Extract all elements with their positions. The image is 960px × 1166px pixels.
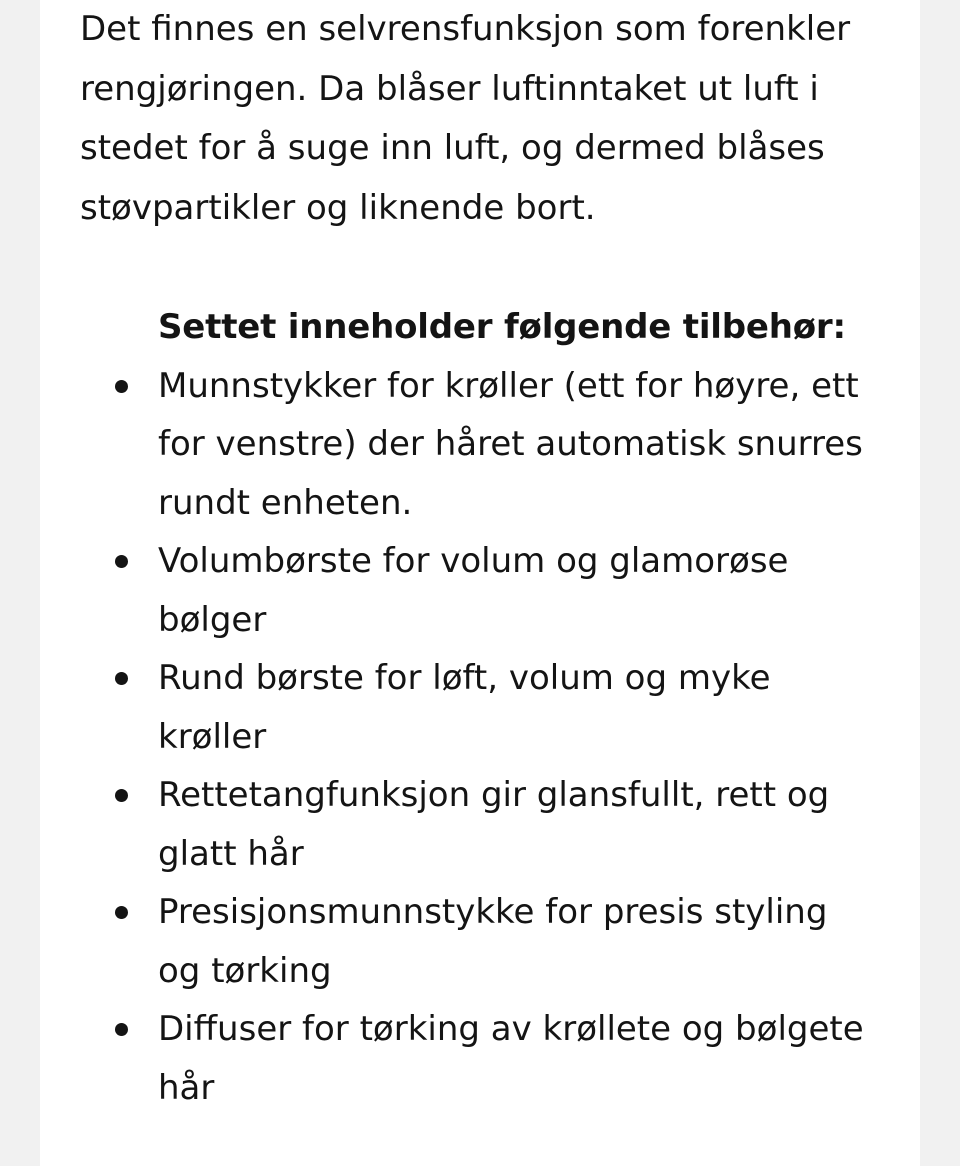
list-item-text: Munnstykker for krøller (ett for høyre, ett for venstre) der håret automatisk snurres rundt enheten. bbox=[158, 365, 863, 523]
list-item bbox=[158, 532, 880, 649]
bullet-icon bbox=[115, 380, 128, 393]
article-card bbox=[40, 0, 920, 1166]
bullet-icon bbox=[115, 555, 128, 568]
bullet-icon bbox=[115, 789, 128, 802]
article-content bbox=[80, 0, 880, 1117]
bullet-icon bbox=[115, 1023, 128, 1036]
list-item-text: Presisjonsmunnstykke for presis styling og tørking bbox=[158, 892, 828, 991]
list-item bbox=[158, 1000, 880, 1117]
bullet-icon bbox=[115, 672, 128, 685]
list-item bbox=[158, 883, 880, 1000]
accessories-list bbox=[80, 357, 880, 1118]
list-item-text: Diffuser for tørking av krøllete og bølgete hår bbox=[158, 1009, 864, 1108]
accessories-heading: Settet inneholder følgende tilbehør: bbox=[158, 307, 846, 347]
intro-paragraph: Det finnes en selvrensfunksjon som forenkler rengjøringen. Da blåser luftinntaket ut luft i stedet for å suge inn luft, og dermed blåses støvpartikler og liknende bort. bbox=[80, 9, 851, 228]
list-item-text: Rund børste for løft, volum og myke krøller bbox=[158, 658, 771, 757]
bullet-icon bbox=[115, 906, 128, 919]
list-item-text: Rettetangfunksjon gir glansfullt, rett og glatt hår bbox=[158, 775, 830, 874]
list-item bbox=[158, 766, 880, 883]
list-item-text: Volumbørste for volum og glamorøse bølger bbox=[158, 541, 789, 640]
list-item bbox=[158, 649, 880, 766]
list-item bbox=[158, 357, 880, 533]
